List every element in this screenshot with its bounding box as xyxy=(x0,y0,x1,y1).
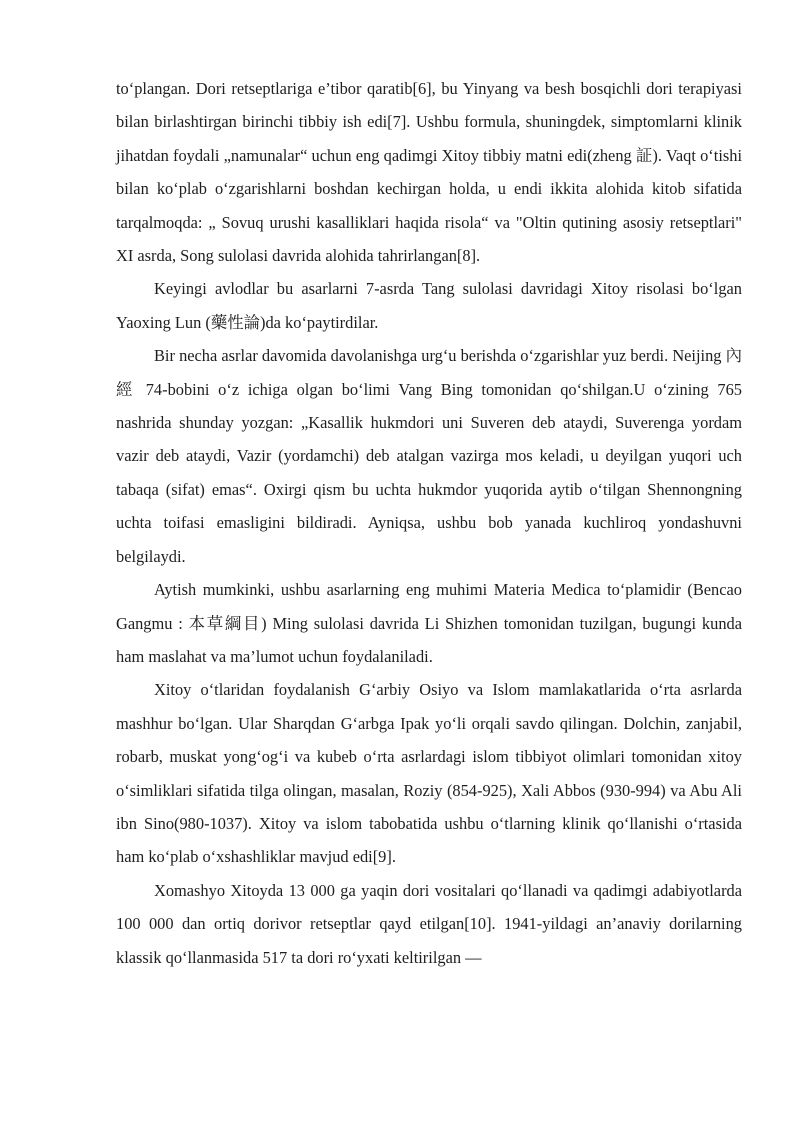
document-page xyxy=(116,72,742,974)
paragraph-bencao-gangmu: Aytish mumkinki, ushbu asarlarning eng muhimi Materia Medica to‘plamidir (Bencao Gangmu : 本草綱目) Ming sulolasi davrida Li Shizhen tomonidan tuzilgan, bugungi kunda ham maslahat va ma’lumot uchun foydalaniladi. xyxy=(116,580,742,666)
paragraph-yaoxing-lun: Keyingi avlodlar bu asarlarni 7-asrda Tang sulolasi davridagi Xitoy risolasi bo‘lgan Yaoxing Lun (藥性論)da ko‘paytirdilar. xyxy=(116,279,742,332)
paragraph-neijing: Bir necha asrlar davomida davolanishga urg‘u berishda o‘zgarishlar yuz berdi. Neijing 內經 74-bobini o‘z ichiga olgan bo‘limi Vang Bing tomonidan qo‘shilgan.U o‘zining 765 nashrida shunday yozgan: „Kasallik hukmdori uni Suveren deb ataydi, Suverenga yordam vazir deb ataydi, Vazir (yordamchi) deb atalgan vazirga mos keladi, u deyilgan yuqori uch tabaqa (sifat) emas“. Oxirgi qism bu uchta hukmdor yuqorida aytib o‘tilgan Shennongning uchta toifasi emasligini bildiradi. Ayniqsa, ushbu bob yanada kuchliroq yondashuvni belgilaydi. xyxy=(116,346,742,566)
paragraph-raw-materials: Xomashyo Xitoyda 13 000 ga yaqin dori vositalari qo‘llanadi va qadimgi adabiyotlarda 100 000 dan ortiq dorivor retseptlar qayd etilgan[10]. 1941-yildagi an’anaviy dorilarning klassik qo‘llanmasida 517 ta dori ro‘yxati keltirilgan — xyxy=(116,880,742,967)
paragraph-silk-road: Xitoy o‘tlaridan foydalanish G‘arbiy Osiyo va Islom mamlakatlarida o‘rta asrlarda mashhur bo‘lgan. Ular Sharqdan G‘arbga Ipak yo‘li orqali savdo qilingan. Dolchin, zanjabil, robarb, muskat yong‘og‘i va kubeb o‘rta asrlardagi islom tibbiyot olimlari tomonidan xitoy o‘simliklari sifatida tilga olingan, masalan, Roziy (854-925), Xali Abbos (930-994) va Abu Ali ibn Sino(980-1037). Xitoy va islom tabobatida ushbu o‘tlarning klinik qo‘llanishi o‘rtasida ham ko‘plab o‘xshashliklar mavjud edi[9]. xyxy=(116,680,742,867)
paragraph-formula-history: to‘plangan. Dori retseptlariga e’tibor qaratib[6], bu Yinyang va besh bosqichli dori terapiyasi bilan birlashtirgan birinchi tibbiy ish edi[7]. Ushbu formula, shuningdek, simptomlarni klinik jihatdan foydali „namunalar“ uchun eng qadimgi Xitoy tibbiy matni edi(zheng 証). Vaqt o‘tishi bilan ko‘plab o‘zgarishlarni boshdan kechirgan holda, u endi ikkita alohida kitob sifatida tarqalmoqda: „ Sovuq urushi kasalliklari haqida risola“ va "Oltin qutining asosiy retseptlari" XI asrda, Song sulolasi davrida alohida tahrirlangan[8]. xyxy=(116,79,742,266)
